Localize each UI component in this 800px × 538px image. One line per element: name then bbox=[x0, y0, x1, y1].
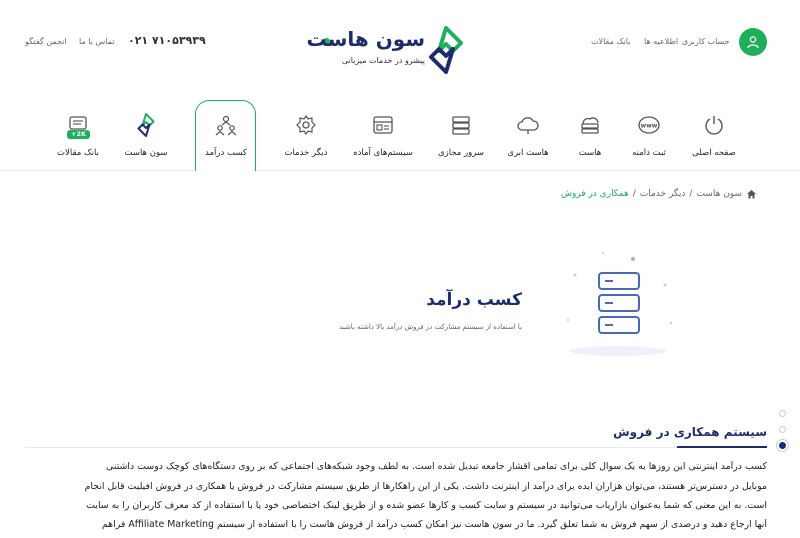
svg-text:www: www bbox=[640, 122, 658, 130]
nav-label: هاست ابری bbox=[507, 148, 549, 158]
paragraph-line: آنها ارجاع دهید و درصدی از سهم فروش به شما تعلق گیرد. ما در سون هاست نیز امکان کسب درآمد از فروش هاست را با استفاده از سیستم Affiliate Marketing فراهم bbox=[101, 519, 767, 530]
user-icon bbox=[746, 35, 760, 49]
nav-item-other-services[interactable] bbox=[278, 110, 334, 170]
breadcrumb bbox=[561, 189, 757, 199]
nav-item-home[interactable] bbox=[687, 110, 741, 170]
scroll-dot[interactable] bbox=[779, 410, 786, 417]
breadcrumb-parent[interactable]: دیگر خدمات bbox=[639, 189, 686, 199]
cloud-icon bbox=[516, 114, 540, 136]
page-title: کسب درآمد bbox=[426, 290, 522, 310]
forum-link[interactable]: انجمن گفتگو bbox=[25, 37, 67, 46]
logo-tagline: پیشرو در خدمات میزبانی bbox=[341, 56, 425, 65]
site-logo[interactable] bbox=[306, 26, 465, 76]
paragraph-line: موبایل در دسترس‌تر هستند، می‌توان هزاران ایده برای درآمد از اینترنت داشت. یکی از این راهکارها از طریق سیستم مشارکت در فروش یا همکاری در فروش افیلیت قابل انجام bbox=[84, 481, 767, 492]
section-divider-accent bbox=[677, 446, 767, 448]
nav-label: صفحه اصلی bbox=[692, 148, 736, 158]
power-icon bbox=[703, 114, 725, 136]
section-title: سیستم همکاری در فروش bbox=[613, 425, 767, 439]
logo-mark-icon bbox=[427, 26, 465, 74]
phone-number[interactable]: ۰۲۱ ۷۱۰۵۳۹۳۹ bbox=[128, 34, 206, 47]
nav-item-cloud-hosting[interactable] bbox=[500, 110, 556, 170]
nav-item-articles[interactable] bbox=[52, 110, 104, 170]
home-icon[interactable] bbox=[746, 189, 757, 199]
system-icon bbox=[372, 114, 394, 136]
breadcrumb-home[interactable]: سون هاست bbox=[696, 189, 742, 199]
account-button[interactable] bbox=[739, 28, 767, 56]
nav-label: سون هاست bbox=[124, 148, 168, 158]
nav-label: دیگر خدمات bbox=[284, 148, 328, 158]
nav-item-domain[interactable] bbox=[621, 110, 677, 170]
articles-link[interactable]: بانک مقالات bbox=[591, 37, 631, 46]
nav-label: ثبت دامنه bbox=[632, 148, 666, 158]
nav-label: کسب درآمد bbox=[205, 148, 247, 158]
main-nav bbox=[0, 100, 800, 172]
scroll-dot[interactable] bbox=[779, 426, 786, 433]
nav-item-earn-money[interactable] bbox=[198, 110, 254, 170]
people-icon bbox=[214, 114, 238, 136]
breadcrumb-separator: / bbox=[632, 189, 636, 199]
nav-item-sevenhost[interactable] bbox=[120, 110, 172, 170]
account-link[interactable]: حساب کاربری bbox=[682, 37, 730, 46]
logo-icon bbox=[136, 113, 156, 137]
nav-item-hosting[interactable] bbox=[566, 110, 614, 170]
gear-icon bbox=[295, 114, 317, 136]
nav-label: هاست bbox=[578, 148, 602, 158]
www-icon bbox=[637, 114, 661, 136]
logo-name: سون هاست bbox=[306, 27, 425, 51]
breadcrumb-current: همکاری در فروش bbox=[561, 189, 629, 199]
paragraph-line: است. به این معنی که شما به‌عنوان بازاریاب می‌توانید در سیستم و سایت کسب و کارها عضو شده و از طریق لینک اختصاصی خود یا با استفاده از کد معرف کاربران را به سایت bbox=[86, 500, 767, 511]
breadcrumb-separator: / bbox=[689, 189, 693, 199]
cloud-server-icon bbox=[578, 114, 602, 136]
section-divider bbox=[25, 447, 767, 448]
page-subtitle: با استفاده از سیستم مشارکت در فروش درآمد بالا داشته باشید bbox=[339, 323, 522, 331]
paragraph-line: کسب درآمد اینترنتی این روزها به یک سوال کلی برای تمامی اقشار جامعه تبدیل شده است. به لطف وجود شبکه‌های اجتماعی که بر روی دستگاه‌های کوچک دوست داشتنی bbox=[106, 461, 767, 472]
contact-link[interactable]: تماس با ما bbox=[79, 37, 115, 46]
nav-label: سیستم‌های آماده bbox=[353, 148, 413, 158]
nav-label: بانک مقالات bbox=[57, 148, 99, 158]
nav-item-ready-systems[interactable] bbox=[346, 110, 420, 170]
announcements-link[interactable]: اطلاعیه ها bbox=[644, 37, 679, 46]
server-icon bbox=[450, 114, 472, 136]
nav-item-vps[interactable] bbox=[432, 110, 490, 170]
scroll-dot-active[interactable] bbox=[779, 442, 786, 449]
nav-label: سرور مجازی bbox=[437, 148, 485, 158]
server-illustration-icon bbox=[553, 245, 683, 365]
articles-badge: +2K bbox=[67, 130, 90, 139]
top-bar bbox=[0, 0, 800, 100]
